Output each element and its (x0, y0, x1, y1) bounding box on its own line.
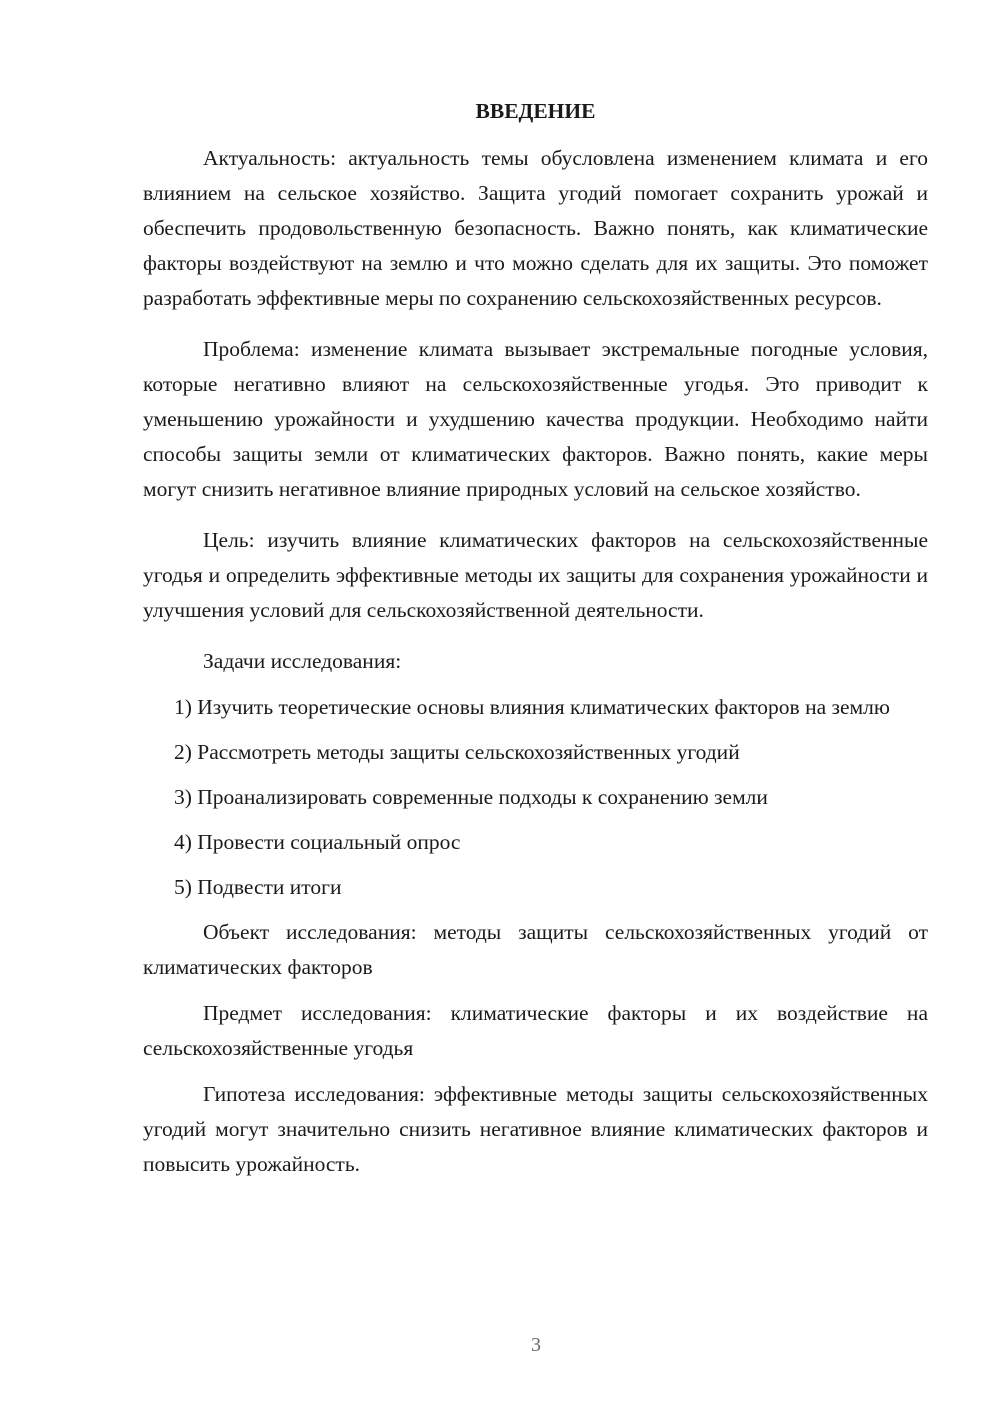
relevance-paragraph: Актуальность: актуальность темы обусловлена изменением климата и его влиянием на сельское хозяйство. Защита угодий помогает сохранить урожай и обеспечить продовольственную безопасность. Важно понять, как климатические факторы воздействуют на землю и что можно сделать для их защиты. Это поможет разработать эффективные меры по сохранению сельскохозяйственных ресурсов. (143, 146, 928, 310)
task-item-5: 5) Подвести итоги (174, 875, 342, 899)
goal-paragraph: Цель: изучить влияние климатических факторов на сельскохозяйственные угодья и определить эффективные методы их защиты для сохранения урожайности и улучшения условий для сельскохозяйственной деятельности. (143, 528, 928, 622)
page-number: 3 (531, 1334, 541, 1356)
object-paragraph: Объект исследования: методы защиты сельскохозяйственных угодий от климатических факторов (143, 920, 928, 979)
subject-paragraph: Предмет исследования: климатические факторы и их воздействие на сельскохозяйственные угодья (143, 1001, 928, 1060)
tasks-heading: Задачи исследования: (203, 649, 402, 673)
task-item-4: 4) Провести социальный опрос (174, 830, 461, 854)
task-item-1: 1) Изучить теоретические основы влияния климатических факторов на землю (174, 695, 890, 719)
task-item-2: 2) Рассмотреть методы защиты сельскохозяйственных угодий (174, 740, 740, 764)
document-body (143, 94, 928, 1193)
task-item-3: 3) Проанализировать современные подходы к сохранению земли (174, 785, 768, 809)
page-title: ВВЕДЕНИЕ (475, 99, 596, 123)
hypothesis-paragraph: Гипотеза исследования: эффективные методы защиты сельскохозяйственных угодий могут значительно снизить негативное влияние климатических факторов и повысить урожайность. (143, 1082, 928, 1176)
problem-paragraph: Проблема: изменение климата вызывает экстремальные погодные условия, которые негативно влияют на сельскохозяйственные угодья. Это приводит к уменьшению урожайности и ухудшению качества продукции. Необходимо найти способы защиты земли от климатических факторов. Важно понять, какие меры могут снизить негативное влияние природных условий на сельское хозяйство. (143, 337, 928, 501)
